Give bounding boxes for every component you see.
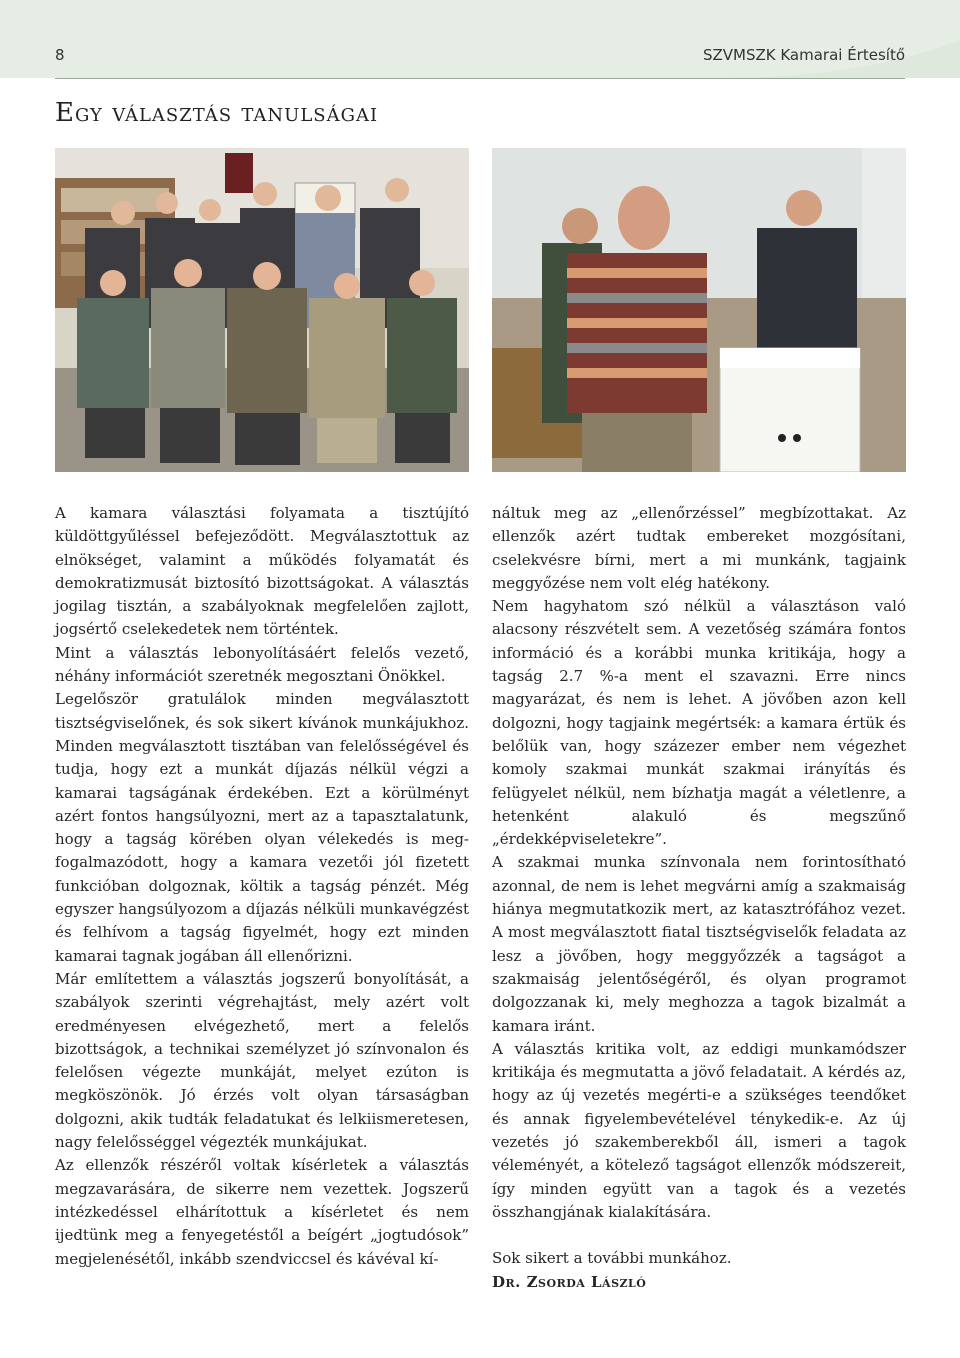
- paragraph: A választás kritika volt, az eddigi munkamódszer kritikája és megmutatta a jövő feladatait. A kérdés az, hogy az új vezetés megérti-e a szükséges teendőket és annak figyelembevételével ténykedik-e. Az új vezetés jó szakemberekből áll, ismeri a tagok véleményét, a kötelező tagságot ellenzők módszereit, így minden együtt van a tagok és a vezetés összhangjának kialakítására.: [492, 1039, 906, 1221]
- ballot-box-photo-icon: [492, 148, 906, 472]
- page-number: 8: [55, 46, 65, 64]
- journal-title: SZVMSZK Kamarai Értesítő: [702, 46, 905, 64]
- paragraph: Már említettem a választás jogszerű bonyolítását, a szabályok szerinti végrehajtást, mely azért volt eredményesen elvégezhető, mert a felelős bizottságok, a technikai személyzet jó színvonalon és felelősen végezte munkáját, melyet ezúton is megköszönök. Jó érzés volt olyan társaságban dolgozni, akik tudták feladatukat és lelkiismeretesen, nagy felelősséggel végezték munkájukat.: [55, 969, 469, 1152]
- paragraph: Legelőször gratulálok minden megválasztott tisztségviselőnek, és sok sikert kívánok munkájukhoz. Minden megválasztott tisztában van felelősségével és tudja, hogy ezt a munkát díjazás nélkül végzi a kamarai tagságának érdekében. Ezt a körülményt azért fontos hangsúlyozni, mert az a tapasztalatunk, hogy a tagság körében olyan vélekedés is meg-fogalmazódott, hogy a kamara vezetői jól fizetett funkcióban dolgoznak, költik a tagság pénzét. Még egyszer hangsúlyozom a díjazás nélküli munkavégzést és felhívom a tagság figyelmét, hogy ezt minden kamarai tagnak jogában áll ellenőrizni.: [55, 690, 469, 965]
- left-column: [55, 502, 469, 1271]
- paragraph: náltuk meg az „ellenőrzéssel” megbízottakat. Az ellenzők azért tudtak embereket mozgósítani, cselekvésre bírni, mert a mi munkánk, tagjaink meggyőzése nem volt elég hatékony.: [492, 504, 906, 592]
- article-title: Egy választás tanulságai: [55, 98, 379, 128]
- paragraph: A kamara választási folyamata a tisztújító küldöttgyűléssel befejeződött. Megválasztottuk az elnökséget, valamint a működés folyamatát és demokratizmusát biztosító bizottságokat. A választás jogilag tisztán, a szabályoknak megfelelően zajlott, jogsértő cselekedetek nem történtek.: [55, 504, 469, 639]
- group-photo: [55, 148, 469, 472]
- ballot-photo: [492, 148, 906, 472]
- paragraph: Nem hagyhatom szó nélkül a választáson való alacsony részvételt sem. A vezetőség számára fontos információ és a korábbi munka kritikája, hogy a tagság 2.7 %-a ment el szavazni. Erre nincs magyarázat, és nem is lehet. A jövőben azon kell dolgozni, hogy tagjaink megértsék: a kamara értük és belőlük van, hogy százezer ember nem végezhet komoly szakmai munkát szakmai irányítás és felügyelet nélkül, nem bízhatja magát a véletlenre, a hetenként alakuló és megszűnő „érdekképviseletekre”.: [492, 597, 906, 849]
- spacer: [492, 1224, 906, 1247]
- group-photo-icon: [55, 148, 469, 472]
- paragraph: Az ellenzők részéről voltak kísérletek a választás megzavarására, de sikerre nem vezettek. Jogszerű intézkedéssel elhárítottuk a kísérletet és nem ijedtünk meg a fenyegetéstől a beígért „jogtudósok” megjelenésétől, inkább szendviccsel és kávéval kí-: [55, 1156, 469, 1268]
- author-signature: Dr. Zsorda László: [492, 1272, 647, 1291]
- paragraph: Mint a választás lebonyolításáért felelős vezető, néhány információt szeretnék megosztani Önökkel.: [55, 643, 469, 686]
- header-rule: [55, 78, 905, 79]
- paragraph: A szakmai munka színvonala nem forintosítható azonnal, de nem is lehet megvárni amíg a szakmaiság hiánya megmutatkozik mert, az katasztrófához vezet. A most megválasztott fiatal tisztségviselők feladata az lesz a jövőben, hogy meggyőzzék a tagságot a szakmaiság jelentőségéről, és olyan programot dolgozzanak ki, mely meghozza a tagok bizalmát a kamara iránt.: [492, 853, 906, 1035]
- right-column: [492, 502, 906, 1294]
- closing-line: Sok sikert a további munkához.: [492, 1249, 732, 1268]
